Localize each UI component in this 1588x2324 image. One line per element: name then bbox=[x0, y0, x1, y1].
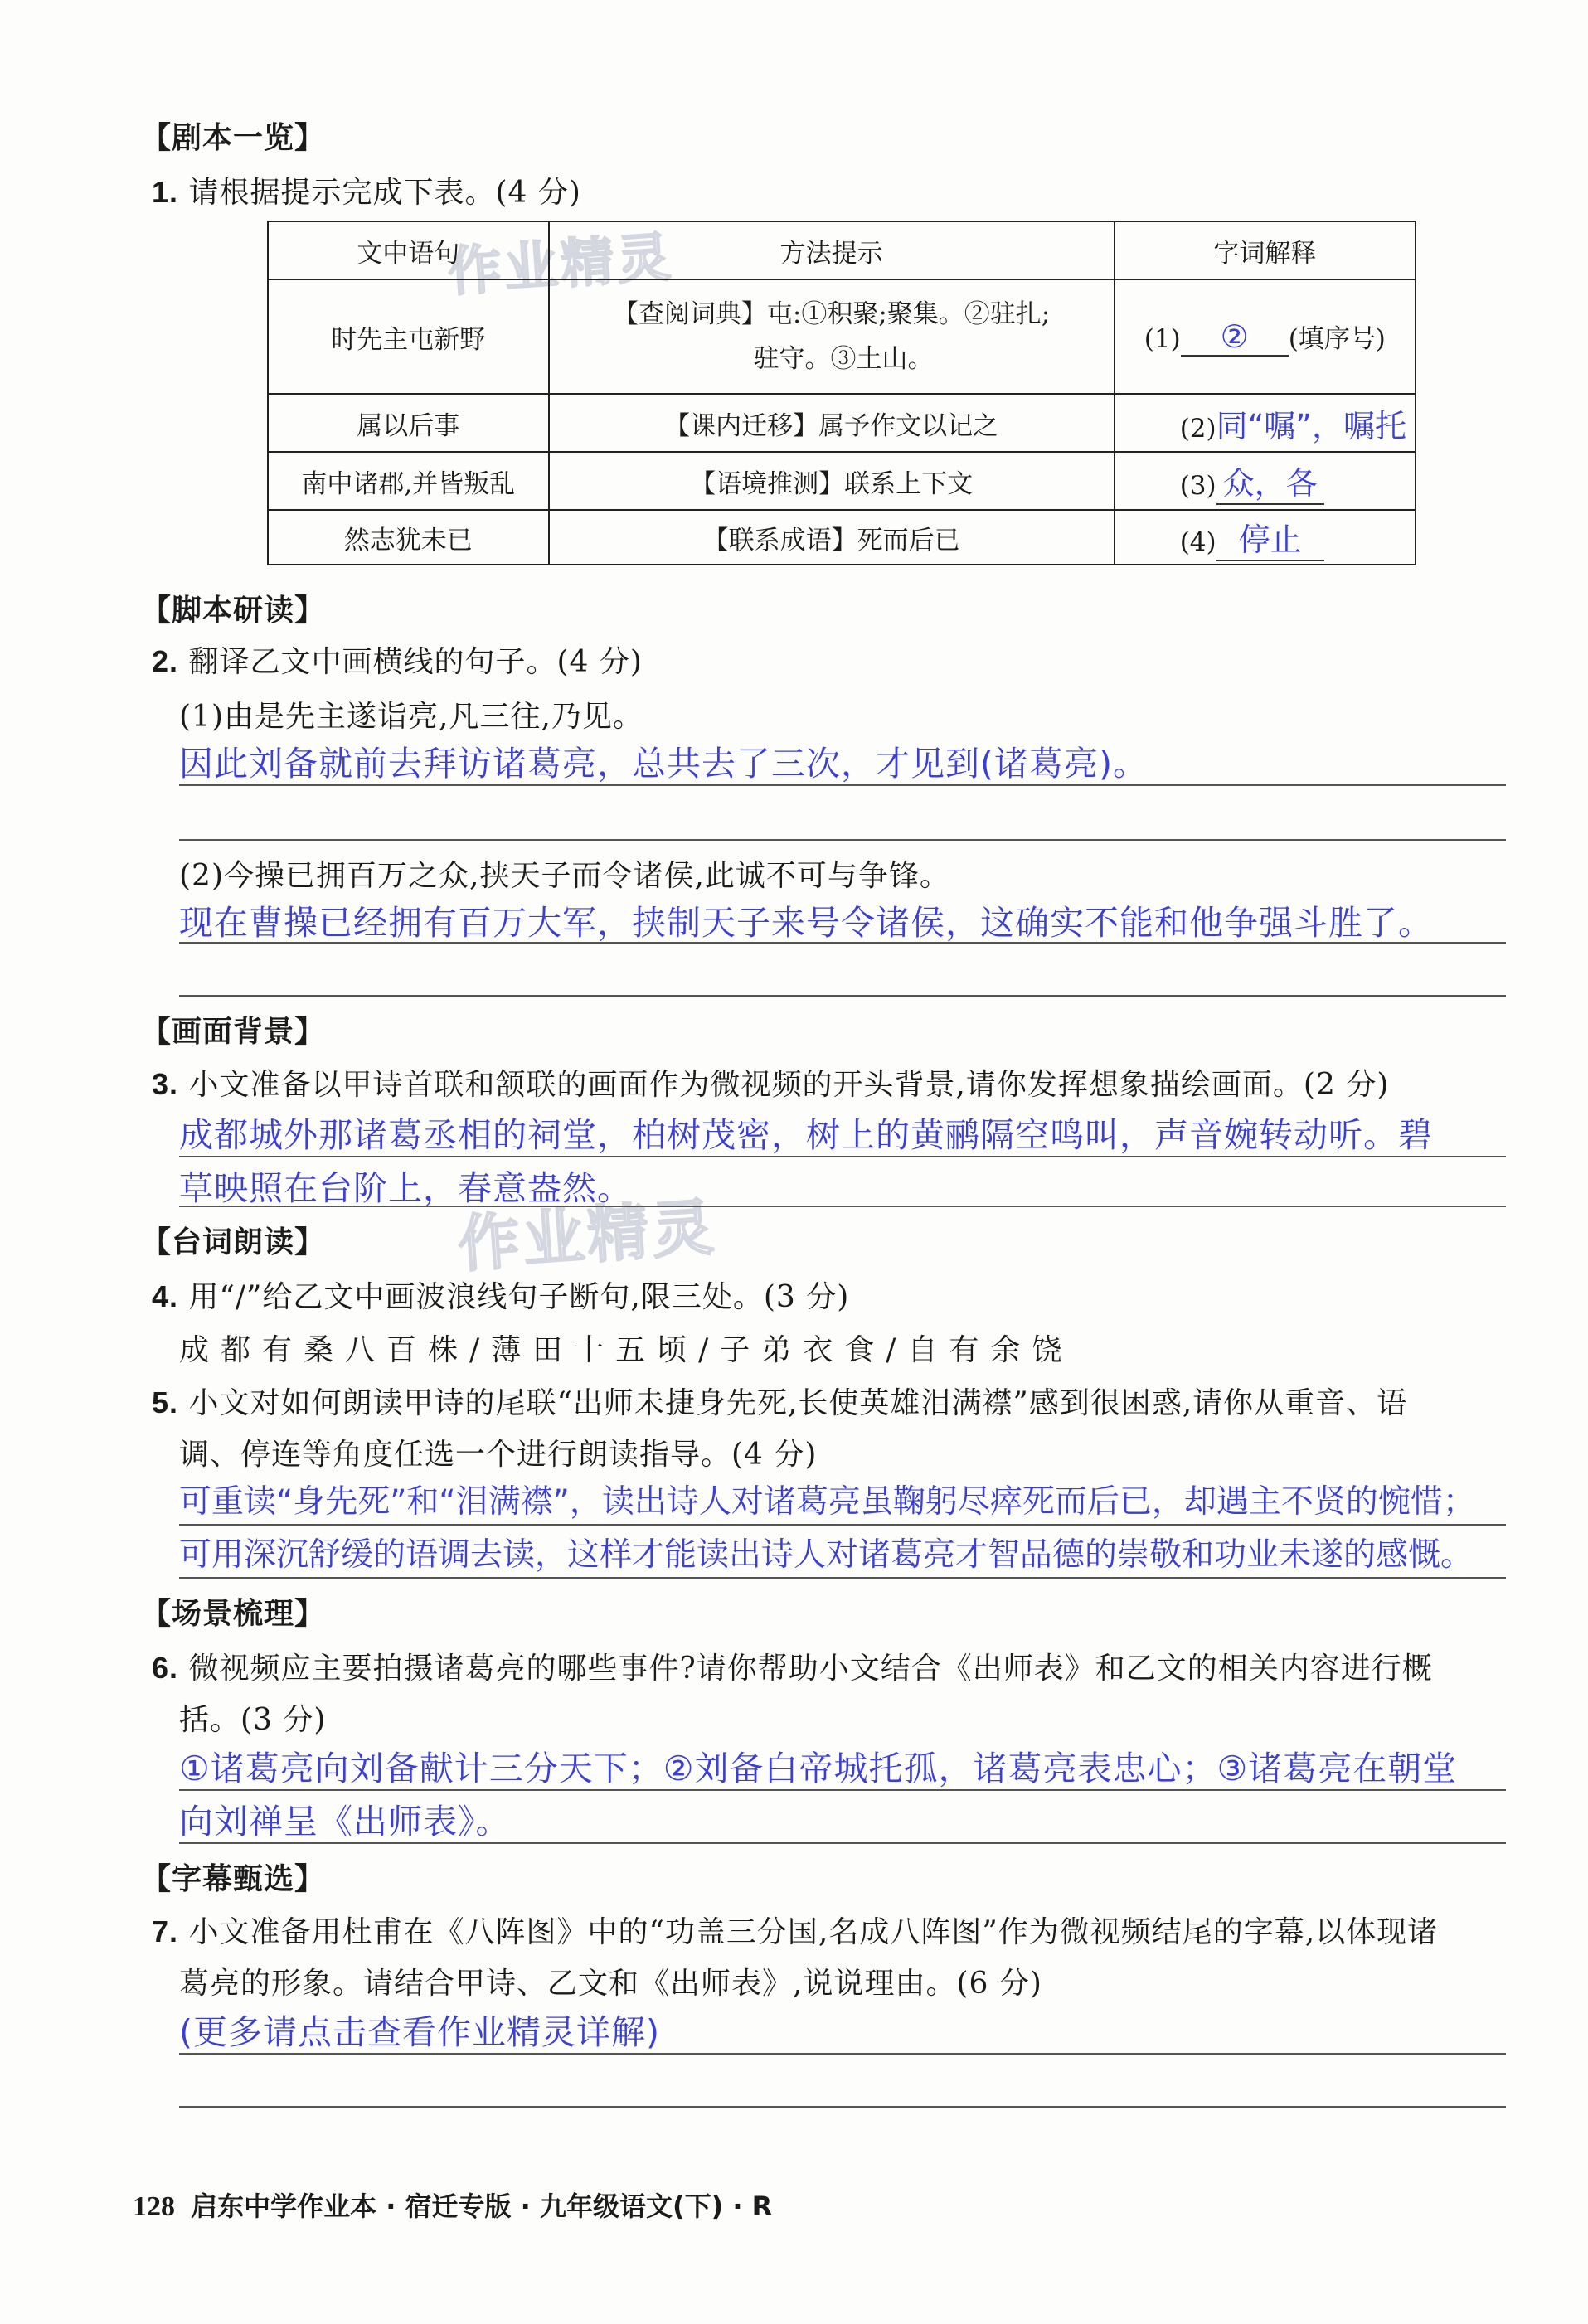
hint-cell: 【语境推测】联系上下文 bbox=[549, 452, 1115, 510]
question-number: 2. bbox=[152, 644, 179, 678]
answer-text[interactable]: 向刘禅呈《出师表》。 bbox=[179, 1802, 511, 1841]
question-1 bbox=[152, 169, 581, 211]
question-number: 1. bbox=[152, 175, 179, 209]
question-5 bbox=[152, 1380, 1407, 1422]
section-header-script-overview: 【剧本一览】 bbox=[141, 121, 326, 155]
answer-prefix: (1) bbox=[1144, 323, 1181, 354]
hint-cell: 【联系成语】死而后已 bbox=[549, 510, 1115, 565]
sentence-cell: 时先主屯新野 bbox=[268, 279, 549, 394]
section-header-scene-background: 【画面背景】 bbox=[141, 1015, 326, 1049]
answer-line bbox=[179, 1789, 1506, 1791]
answer-text[interactable]: 现在曹操已经拥有百万大军，挟制天子来号令诸侯，这确实不能和他争强斗胜了。 bbox=[179, 903, 1433, 943]
question-text: 微视频应主要拍摄诸葛亮的哪些事件?请你帮助小文结合《出师表》和乙文的相关内容进行概 bbox=[188, 1652, 1433, 1686]
table-header: 方法提示 bbox=[549, 221, 1115, 279]
answer-text[interactable]: 成都城外那诸葛丞相的祠堂，柏树茂密，树上的黄鹂隔空鸣叫，声音婉转动听。碧 bbox=[179, 1115, 1433, 1155]
question-3 bbox=[152, 1061, 1389, 1104]
table-header: 字词解释 bbox=[1115, 221, 1416, 279]
question-text: 小文准备用杜甫在《八阵图》中的“功盖三分国,名成八阵图”作为微视频结尾的字幕,以体现诸 bbox=[188, 1915, 1439, 1949]
question-text: 小文准备以甲诗首联和颔联的画面作为微视频的开头背景,请你发挥想象描绘画面。(2 分) bbox=[188, 1068, 1390, 1102]
answer-blank[interactable]: 停止 bbox=[1216, 514, 1324, 561]
answer-prefix: (2) bbox=[1179, 413, 1216, 444]
answer-suffix: (填序号) bbox=[1288, 323, 1386, 354]
answer-text[interactable]: 可用深沉舒缓的语调去读，这样才能读出诗人对诸葛亮才智品德的崇敬和功业未遂的感慨。 bbox=[179, 1536, 1474, 1574]
answer-line bbox=[179, 1206, 1506, 1207]
question-text-continued: 括。(3 分) bbox=[179, 1703, 327, 1737]
answer-cell bbox=[1115, 510, 1416, 565]
sentence-cell: 属以后事 bbox=[268, 394, 549, 452]
section-header-line-reading: 【台词朗读】 bbox=[141, 1225, 326, 1259]
answer-blank[interactable]: 同“嘱”，嘱托 bbox=[1216, 407, 1406, 444]
table-row bbox=[268, 510, 1416, 565]
question-number: 3. bbox=[152, 1067, 179, 1101]
answer-text[interactable]: 可重读“身先死”和“泪满襟”，读出诗人对诸葛亮虽鞠躬尽瘁死而后已，却遇主不贤的惋惜； bbox=[179, 1483, 1475, 1521]
answer-line bbox=[179, 942, 1506, 944]
answer-line bbox=[179, 839, 1506, 841]
book-title: 启东中学作业本 · 宿迁专版 · 九年级语文(下) · R bbox=[191, 2191, 773, 2222]
sentence-cell: 南中诸郡,并皆叛乱 bbox=[268, 452, 549, 510]
section-header-subtitle-selection: 【字幕甄选】 bbox=[141, 1862, 326, 1896]
question-text: 请根据提示完成下表。(4 分) bbox=[188, 176, 581, 210]
answer-line bbox=[179, 1577, 1506, 1579]
question-text-continued: 调、停连等角度任选一个进行朗读指导。(4 分) bbox=[179, 1438, 818, 1472]
answer-line bbox=[179, 1156, 1506, 1157]
answer-line bbox=[179, 784, 1506, 786]
hint-line: 驻守。③土山。 bbox=[753, 344, 934, 374]
table-header: 文中语句 bbox=[268, 221, 549, 279]
page-number: 128 bbox=[133, 2191, 175, 2222]
question-number: 5. bbox=[152, 1385, 179, 1419]
answer-cell bbox=[1115, 394, 1416, 452]
answer-line bbox=[179, 995, 1506, 997]
sentence-break-answer[interactable]: 成都有桑八百株/薄田十五顷/子弟衣食/自有余饶 bbox=[179, 1333, 1074, 1367]
watermark: 作业精灵 bbox=[455, 1191, 720, 1281]
question-number: 7. bbox=[152, 1914, 179, 1948]
answer-line bbox=[179, 1524, 1506, 1526]
hint-cell bbox=[549, 279, 1115, 394]
answer-prefix: (4) bbox=[1179, 526, 1216, 557]
answer-text[interactable]: 草映照在台阶上，春意盎然。 bbox=[179, 1168, 632, 1208]
page-footer bbox=[133, 2186, 772, 2224]
question-text: 小文对如何朗读甲诗的尾联“出师未捷身先死,长使英雄泪满襟”感到很困惑,请你从重音、语 bbox=[188, 1386, 1408, 1420]
question-number: 6. bbox=[152, 1651, 179, 1685]
sub-question-text: (1)由是先主遂诣亮,凡三往,乃见。 bbox=[179, 700, 643, 734]
question-number: 4. bbox=[152, 1279, 179, 1313]
question-2 bbox=[152, 638, 643, 681]
answer-line bbox=[179, 2053, 1506, 2055]
question-4 bbox=[152, 1274, 849, 1316]
question-text-continued: 葛亮的形象。请结合甲诗、乙文和《出师表》,说说理由。(6 分) bbox=[179, 1967, 1042, 2001]
answer-text[interactable]: ①诸葛亮向刘备献计三分天下；②刘备白帝城托孤，诸葛亮表忠心；③诸葛亮在朝堂 bbox=[179, 1749, 1458, 1788]
question-7 bbox=[152, 1909, 1438, 1951]
answer-link-text[interactable]: (更多请点击查看作业精灵详解) bbox=[179, 2012, 660, 2052]
answer-text[interactable]: 因此刘备就前去拜访诸葛亮，总共去了三次，才见到(诸葛亮)。 bbox=[179, 744, 1148, 784]
answer-cell bbox=[1115, 452, 1416, 510]
question-text: 用“/”给乙文中画波浪线句子断句,限三处。(3 分) bbox=[188, 1280, 850, 1314]
word-explanation-table bbox=[267, 221, 1416, 565]
question-text: 翻译乙文中画横线的句子。(4 分) bbox=[188, 645, 643, 679]
table-row bbox=[268, 394, 1416, 452]
section-header-script-study: 【脚本研读】 bbox=[141, 594, 326, 628]
table-row bbox=[268, 452, 1416, 510]
answer-blank[interactable]: ② bbox=[1181, 318, 1289, 357]
watermark: 作业精灵 bbox=[446, 226, 676, 304]
hint-line: 【查阅词典】屯:①积聚;聚集。②驻扎; bbox=[612, 299, 1051, 329]
table-row bbox=[268, 279, 1416, 394]
hint-cell: 【课内迁移】属予作文以记之 bbox=[549, 394, 1115, 452]
section-header-scene-sorting: 【场景梳理】 bbox=[141, 1597, 326, 1631]
sub-question-text: (2)今操已拥百万之众,挟天子而令诸侯,此诚不可与争锋。 bbox=[179, 859, 950, 893]
answer-prefix: (3) bbox=[1179, 470, 1216, 501]
answer-line bbox=[179, 2106, 1506, 2108]
answer-line bbox=[179, 1842, 1506, 1844]
answer-blank[interactable]: 众，各 bbox=[1216, 458, 1324, 505]
answer-cell bbox=[1115, 279, 1416, 394]
question-6 bbox=[152, 1645, 1433, 1687]
sentence-cell: 然志犹未已 bbox=[268, 510, 549, 565]
